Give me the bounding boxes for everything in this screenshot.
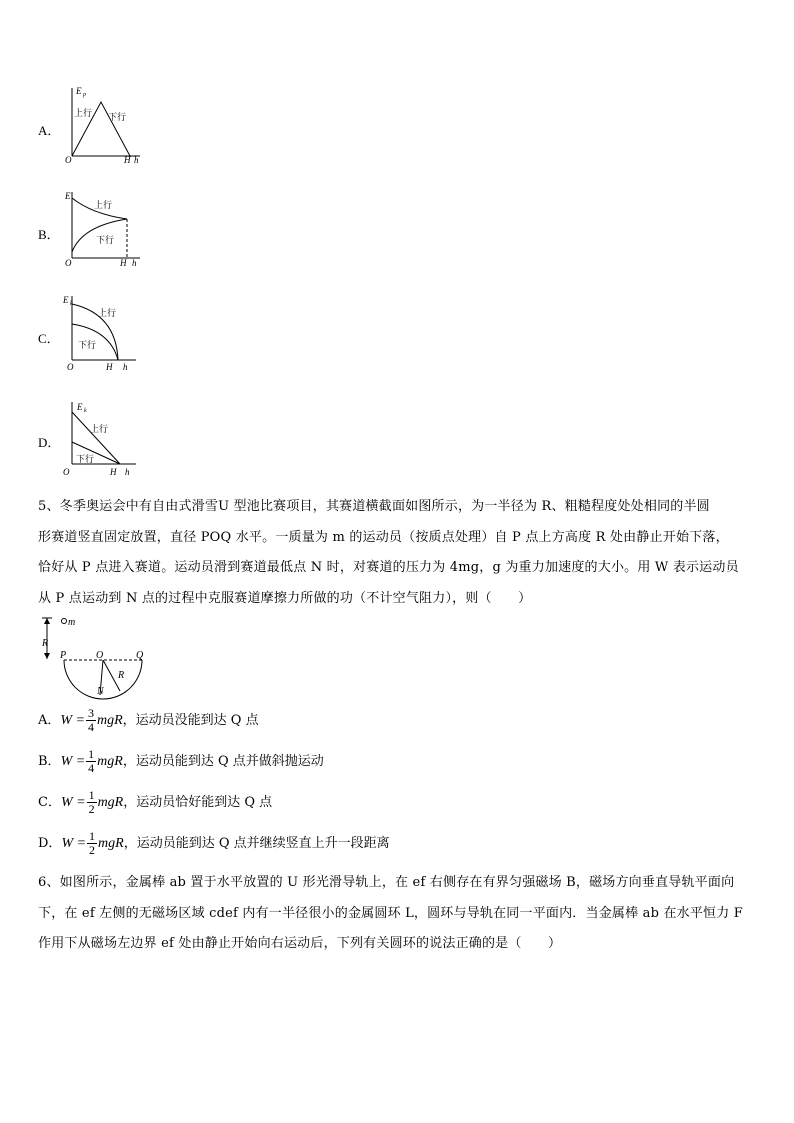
svg-text:E: E xyxy=(63,295,69,305)
option-a-label: A． xyxy=(38,123,61,138)
svg-text:m: m xyxy=(68,617,76,628)
x-label: h xyxy=(134,155,139,164)
svg-text:P: P xyxy=(60,650,67,661)
option-c-graph xyxy=(60,292,150,376)
svg-text:O: O xyxy=(63,467,70,477)
option-b-label: B． xyxy=(38,227,60,242)
svg-text:上行: 上行 xyxy=(90,424,109,434)
svg-text:R: R xyxy=(118,670,125,681)
svg-text:上行: 上行 xyxy=(98,308,117,318)
q6-line: 作用下从磁场左边界 ef 处由静止开始向右运动后，下列有关圆环的说法正确的是（ ） xyxy=(38,936,562,951)
svg-text:O: O xyxy=(65,258,72,268)
svg-text:k: k xyxy=(84,408,87,414)
svg-text:h: h xyxy=(132,258,137,268)
q5-line: 恰好从 P 点进入赛道。运动员滑到赛道最低点 N 时，对赛道的压力为 4mg，g 为重力加速度的大小。用 W 表示运动员 xyxy=(38,560,739,575)
option-c-label: C． xyxy=(38,331,60,346)
down-label: 下行 xyxy=(108,112,127,122)
svg-text:H: H xyxy=(120,258,127,268)
y-label-sub: p xyxy=(83,92,86,98)
q5-line: 形赛道竖直固定放置，直径 POQ 水平。一质量为 m 的运动员（按质点处理）自 P 点上方高度 R 处由静止开始下落， xyxy=(38,529,729,545)
svg-text:R: R xyxy=(42,638,49,649)
svg-text:h: h xyxy=(123,362,128,372)
question-5-text xyxy=(38,492,760,614)
svg-text:E: E xyxy=(77,402,83,412)
svg-text:E: E xyxy=(65,191,71,201)
question-6-text xyxy=(38,868,760,960)
svg-text:k: k xyxy=(70,301,73,307)
svg-text:下行: 下行 xyxy=(96,235,115,245)
svg-text:H: H xyxy=(106,362,113,372)
halfpipe-figure xyxy=(38,612,158,702)
svg-text:O: O xyxy=(67,362,74,372)
q5-line: 5、冬季奥运会中有自由式滑雪U 型池比赛项目，其赛道横截面如图所示，为一半径为 R、粗糙程度处处相同的半圆 xyxy=(38,499,710,514)
q6-line: 6、如图所示，金属棒 ab 置于水平放置的 U 形光滑导轨上，在 ef 右侧存在有界匀强磁场 B，磁场方向垂直导轨平面向 xyxy=(38,875,735,890)
choice-b: B．W = $\frac{1}{4}$ mgR，运动员能到达 Q 点并做斜抛运动 xyxy=(38,747,324,775)
x-tick-label: H xyxy=(124,155,131,164)
svg-text:N: N xyxy=(97,686,104,697)
svg-text:H: H xyxy=(110,467,117,477)
option-d-graph xyxy=(60,398,150,482)
option-d-label: D． xyxy=(38,435,61,450)
athlete-dot xyxy=(62,619,67,624)
origin-label: O xyxy=(65,155,72,164)
svg-text:上行: 上行 xyxy=(94,200,113,210)
svg-text:下行: 下行 xyxy=(76,454,95,464)
choice-d: D．W = $\frac{1}{2}$ mgR，运动员能到达 Q 点并继续竖直上升一段距离 xyxy=(38,829,390,857)
q6-line: 下，在 ef 左侧的无磁场区域 cdef 内有一半径很小的金属圆环 L，圆环与导轨在同一平面内．当金属棒 ab 在水平恒力 F xyxy=(38,905,743,921)
svg-text:O: O xyxy=(96,650,104,661)
choice-c: C．W = $\frac{1}{2}$ mgR，运动员恰好能到达 Q 点 xyxy=(38,788,273,816)
svg-text:下行: 下行 xyxy=(78,340,97,350)
svg-text:h: h xyxy=(125,467,130,477)
option-b-graph xyxy=(60,188,150,270)
choice-a: A．W = $\frac{3}{4}$ mgR，运动员没能到达 Q 点 xyxy=(38,706,259,734)
option-a-graph xyxy=(60,84,150,164)
y-label: E xyxy=(76,86,82,96)
svg-text:Q: Q xyxy=(136,650,144,661)
q5-line: 从 P 点运动到 N 点的过程中克服赛道摩擦力所做的功（不计空气阻力），则（ ） xyxy=(38,590,532,606)
up-label: 上行 xyxy=(74,108,93,118)
